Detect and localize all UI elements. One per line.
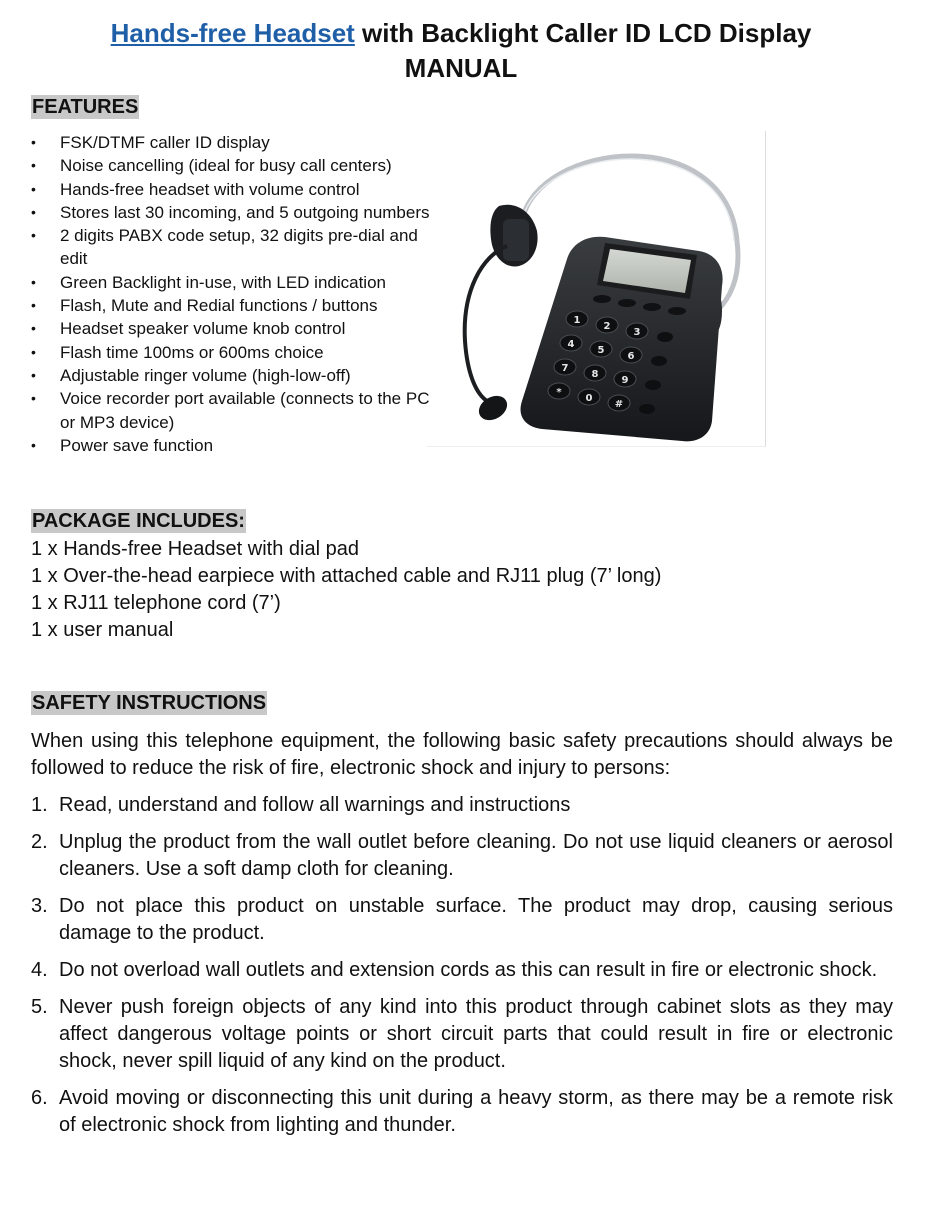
feature-item: • FSK/DTMF caller ID display <box>31 131 431 154</box>
title-text: with Backlight Caller ID LCD Display <box>354 18 812 48</box>
feature-item: • Green Backlight in-use, with LED indication <box>31 271 431 294</box>
safety-item <box>31 893 893 947</box>
keypad-key: 9 <box>621 375 629 386</box>
item-number: 3. <box>31 895 48 917</box>
bullet-icon: • <box>31 227 36 244</box>
keypad-key: 0 <box>585 393 593 404</box>
feature-item: • Headset speaker volume knob control <box>31 317 431 340</box>
item-number: 4. <box>31 959 48 981</box>
keypad-key: 5 <box>597 345 605 356</box>
safety-item <box>31 1085 893 1139</box>
item-text: Do not overload wall outlets and extension cords as this can result in fire or electronic shock. <box>59 959 878 981</box>
item-number: 5. <box>31 996 48 1018</box>
item-number: 1. <box>31 794 48 816</box>
safety-item <box>31 994 893 1075</box>
safety-list <box>31 792 893 1149</box>
bullet-icon: • <box>31 343 36 360</box>
bullet-icon: • <box>31 203 36 220</box>
feature-item: • Stores last 30 incoming, and 5 outgoing numbers <box>31 201 431 224</box>
safety-intro: When using this telephone equipment, the following basic safety precautions should always be followed to reduce the risk of fire, electronic shock and injury to persons: <box>31 730 893 779</box>
package-item: 1 x RJ11 telephone cord (7’) <box>31 592 281 614</box>
package-list <box>31 536 661 644</box>
page-title <box>0 16 922 86</box>
keypad-key: # <box>614 399 624 410</box>
package-heading: PACKAGE INCLUDES: <box>32 510 245 532</box>
keypad-key: 1 <box>573 315 581 326</box>
feature-item: • Flash, Mute and Redial functions / buttons <box>31 294 431 317</box>
title-line-2: MANUAL <box>404 53 518 83</box>
keypad-key: 6 <box>627 351 635 362</box>
safety-item <box>31 957 893 984</box>
item-text: Avoid moving or disconnecting this unit during a heavy storm, as there may be a remote risk of electronic shock from lighting and thunder. <box>59 1087 893 1136</box>
feature-item: • Voice recorder port available (connects to the PC or MP3 device) <box>31 389 430 432</box>
headset-phone-image <box>427 131 765 446</box>
bullet-icon: • <box>31 297 36 314</box>
item-text: Read, understand and follow all warnings and instructions <box>59 794 571 816</box>
keypad-key: * <box>556 387 562 398</box>
feature-item: • Adjustable ringer volume (high-low-off) <box>31 364 431 387</box>
feature-item: • 2 digits PABX code setup, 32 digits pre-dial and edit <box>31 226 418 269</box>
product-photo <box>427 131 766 447</box>
bullet-icon: • <box>31 273 36 290</box>
safety-heading: SAFETY INSTRUCTIONS <box>32 692 267 714</box>
bullet-icon: • <box>31 134 36 150</box>
feature-item: • Noise cancelling (ideal for busy call centers) <box>31 154 431 177</box>
bullet-icon: • <box>31 157 36 174</box>
keypad-key: 8 <box>591 369 599 380</box>
bullet-icon: • <box>31 390 36 407</box>
bullet-icon: • <box>31 436 36 453</box>
bullet-icon: • <box>31 366 36 383</box>
feature-item: • Hands-free headset with volume control <box>31 178 431 201</box>
safety-item <box>31 829 893 883</box>
bullet-icon: • <box>31 320 36 337</box>
features-list <box>31 131 431 457</box>
feature-item: • Flash time 100ms or 600ms choice <box>31 341 431 364</box>
keypad-key: 2 <box>603 321 611 332</box>
package-item: 1 x Over-the-head earpiece with attached cable and RJ11 plug (7’ long) <box>31 565 662 587</box>
keypad-key: 4 <box>567 339 575 350</box>
item-text: Never push foreign objects of any kind into this product through cabinet slots as they may affect dangerous voltage points or short circuit parts that could result in fire or electronic shock, never spill liquid of any kind on the product. <box>59 996 893 1072</box>
product-link[interactable]: Hands-free Headset <box>110 18 355 48</box>
keypad-key: 3 <box>633 327 641 338</box>
bullet-icon: • <box>31 180 36 197</box>
feature-item: • Power save function <box>31 434 431 457</box>
package-item: 1 x user manual <box>31 619 174 641</box>
keypad-key: 7 <box>561 363 569 374</box>
features-heading: FEATURES <box>32 96 139 118</box>
item-text: Unplug the product from the wall outlet before cleaning. Do not use liquid cleaners or aerosol cleaners. Use a soft damp cloth for cleaning. <box>59 831 893 880</box>
item-number: 6. <box>31 1087 48 1109</box>
package-item: 1 x Hands-free Headset with dial pad <box>31 538 359 560</box>
safety-item <box>31 792 893 819</box>
item-number: 2. <box>31 831 48 853</box>
item-text: Do not place this product on unstable surface. The product may drop, causing serious damage to the product. <box>59 895 893 944</box>
title-line-1 <box>0 16 922 51</box>
